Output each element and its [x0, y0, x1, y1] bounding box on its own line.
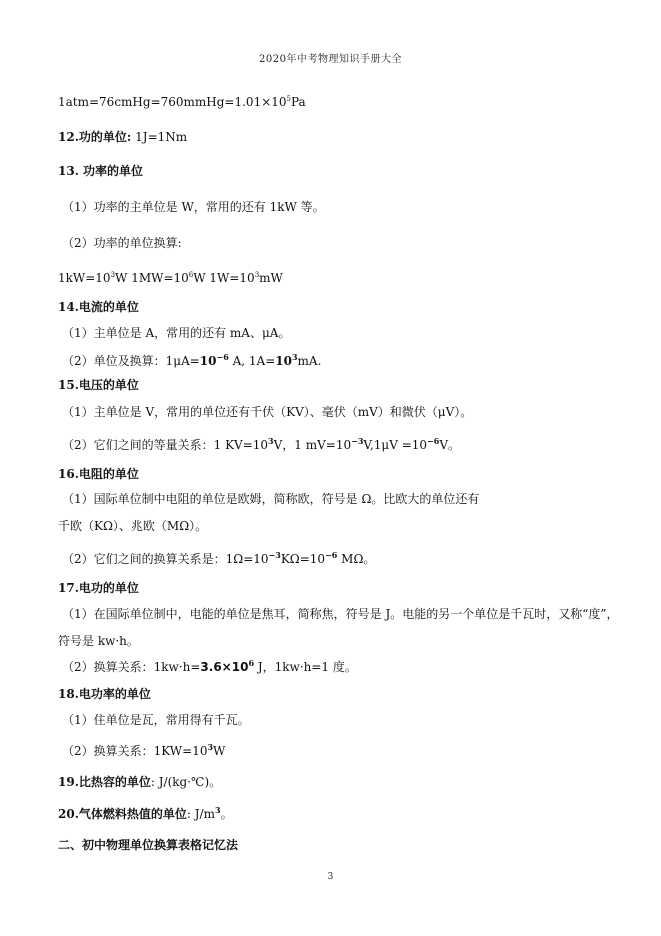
specific-heat-unit-line: 19.比热容的单位: J/(kg·℃)。 — [58, 775, 222, 789]
paragraph: （1）功率的主单位是 W，常用的还有 1kW 等。 — [62, 200, 325, 214]
section-heading: 14.电流的单位 — [58, 300, 139, 314]
paragraph: （1）主单位是 A，常用的还有 mA、μA。 — [62, 326, 291, 340]
paragraph: （1）主单位是 V，常用的单位还有千伏（KV）、毫伏（mV）和微伏（μV）。 — [62, 405, 473, 419]
current-conversion-line: （2）单位及换算：$1\mu A=10^{-6}$ A, $1A=10^3mA$. — [62, 352, 322, 368]
energy-conversion-line: （2）换算关系：$1kw\cdot h=3.6\times 10^6$ J，1kw·h=1 度。 — [62, 658, 357, 674]
paragraph: 符号是 kw·h。 — [58, 634, 139, 648]
page-header: 2020年中考物理知识手册大全 — [259, 54, 402, 65]
section-heading: 19.比热容的单位 — [58, 775, 151, 789]
section-heading: 13. 功率的单位 — [58, 164, 144, 178]
gas-heat-value-unit-line: 20.气体燃料热值的单位: $J/m^3$。 — [58, 805, 233, 821]
section-heading: 16.电阻的单位 — [58, 467, 139, 481]
section-heading: 17.电功的单位 — [58, 581, 139, 595]
section-heading: 20.气体燃料热值的单位 — [58, 807, 187, 821]
paragraph: （1）在国际单位制中，电能的单位是焦耳，简称焦，符号是 J。电能的另一个单位是千瓦时，又称“度”， — [62, 607, 619, 621]
resistance-conversion-line: （2）它们之间的换算关系是：$1\Omega=10^{-3}K\Omega=10^{-6}$ MΩ。 — [62, 550, 376, 566]
voltage-conversion-line: （2）它们之间的等量关系：1 $KV=10^3V$，1 $mV=10^{-3}V,1\mu V =10^{-6}V$。 — [62, 436, 460, 452]
power-equation-line: $1kW=10^3W$ $1MW=10^6W$ $1W=10^3mW$ — [58, 271, 283, 285]
electric-power-conversion-line: （2）换算关系：$1KW=10^3W$ — [62, 742, 226, 758]
paragraph: 千欧（KΩ）、兆欧（MΩ）。 — [58, 519, 208, 533]
paragraph: （1）国际单位制中电阻的单位是欧姆，简称欧，符号是 Ω。比欧大的单位还有 — [62, 492, 480, 506]
paragraph: （1）住单位是瓦，常用得有千瓦。 — [62, 713, 250, 727]
page-number: 3 — [327, 872, 334, 882]
paragraph: （2）功率的单位换算: — [62, 236, 182, 250]
work-unit-line: 12.功的单位: 1J=1Nm — [58, 130, 188, 144]
section-heading: 18.电功率的单位 — [58, 687, 151, 701]
section-heading: 15.电压的单位 — [58, 378, 139, 392]
chapter-heading: 二、初中物理单位换算表格记忆法 — [58, 838, 239, 852]
section-heading: 12.功的单位: — [58, 130, 132, 144]
atm-conversion-line: $1atm=76cmHg=760mmHg=1.01\times 10^5Pa$ — [58, 95, 306, 109]
